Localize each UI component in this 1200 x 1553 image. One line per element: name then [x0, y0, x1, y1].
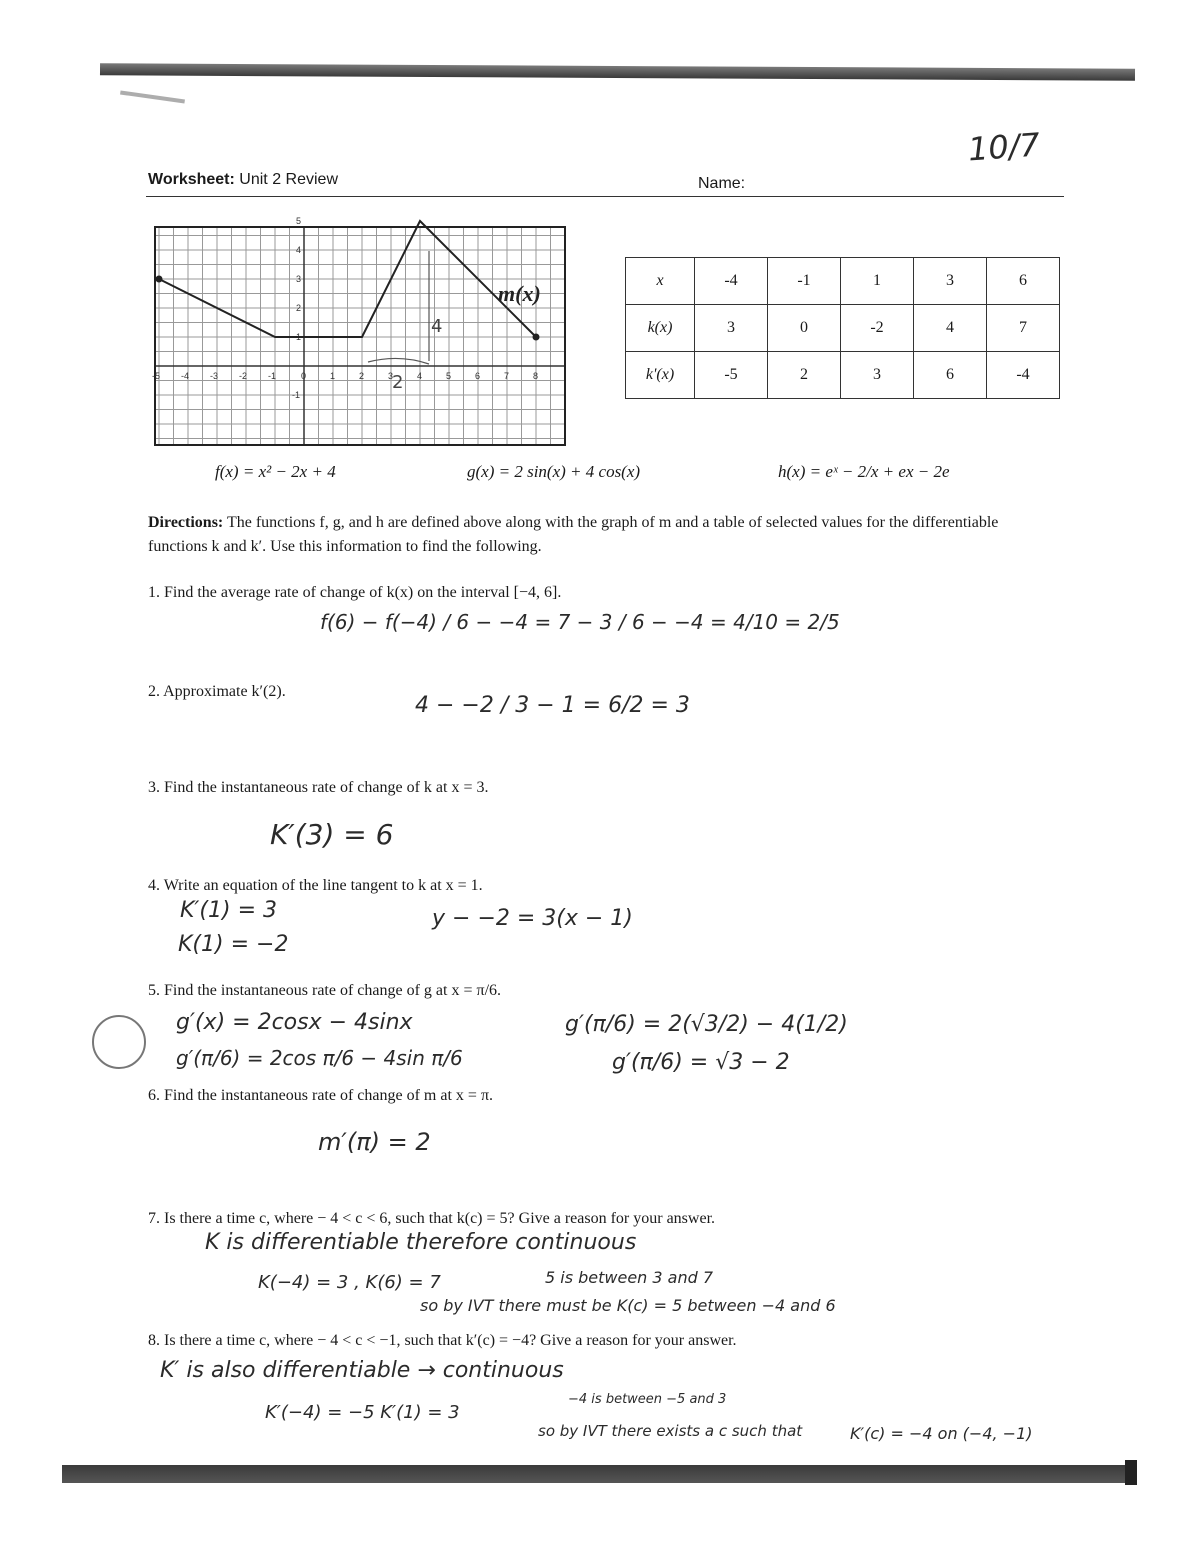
y-tick-label: 4	[296, 245, 302, 255]
table-cell: x	[626, 258, 695, 305]
answer-8-line-2: K′(−4) = −5 K′(1) = 3	[265, 1402, 460, 1423]
table-cell: -4	[695, 258, 768, 305]
answer-7-line-4: so by IVT there must be K(c) = 5 between −4 and 6	[420, 1296, 836, 1315]
scan-bottom-edge	[62, 1465, 1137, 1483]
answer-4-point: K(1) = −2	[178, 932, 289, 957]
table-cell: 1	[841, 258, 914, 305]
table-cell: -2	[841, 305, 914, 352]
rise-annotation: 4	[431, 316, 443, 337]
answer-8-line-5: K′(c) = −4 on (−4, −1)	[850, 1424, 1033, 1443]
table-cell: 2	[768, 352, 841, 399]
x-tick-label: 3	[388, 371, 394, 381]
table-row	[626, 305, 1060, 352]
name-label: Name:	[698, 175, 746, 192]
answer-5-substitution: g′(π/6) = 2cos π/6 − 4sin π/6	[176, 1046, 463, 1070]
directions-label: Directions:	[148, 514, 224, 531]
directions	[148, 511, 1048, 559]
answer-3: K′(3) = 6	[270, 818, 394, 851]
answer-5-derivative: g′(x) = 2cosx − 4sinx	[176, 1010, 413, 1035]
m-endpoint	[533, 334, 540, 341]
function-g: g(x) = 2 sin(x) + 4 cos(x)	[467, 462, 641, 481]
answer-8-line-3: −4 is between −5 and 3	[568, 1392, 727, 1407]
x-tick-label: -3	[210, 371, 219, 381]
x-tick-label: -1	[268, 371, 277, 381]
question-5: 5. Find the instantaneous rate of change of g at x = π/6.	[148, 982, 502, 999]
question-4: 4. Write an equation of the line tangent to k at x = 1.	[148, 877, 483, 894]
answer-2: 4 − −2 / 3 − 1 = 6/2 = 3	[415, 693, 690, 718]
run-annotation: 2	[392, 372, 404, 393]
function-f: f(x) = x² − 2x + 4	[215, 462, 336, 481]
table-cell: 6	[987, 258, 1060, 305]
answer-1: f(6) − f(−4) / 6 − −4 = 7 − 3 / 6 − −4 = 4/10 = 2/5	[320, 610, 840, 634]
answer-8-line-1: K′ is also differentiable → continuous	[160, 1358, 564, 1383]
answer-5-evaluation: g′(π/6) = 2(√3/2) − 4(1/2)	[565, 1012, 848, 1037]
table-cell: -4	[987, 352, 1060, 399]
y-tick-label: -1	[292, 390, 301, 400]
scan-top-edge	[100, 63, 1135, 80]
header-rule	[146, 196, 1064, 197]
x-tick-label: 8	[533, 371, 539, 381]
x-tick-label: -5	[152, 371, 161, 381]
question-8: 8. Is there a time c, where − 4 < c < −1, such that k′(c) = −4? Give a reason for your answer.	[148, 1332, 737, 1349]
answer-7-line-2: K(−4) = 3 , K(6) = 7	[258, 1272, 441, 1293]
table-cell: 6	[914, 352, 987, 399]
scan-smear	[120, 90, 185, 103]
table-cell: 3	[914, 258, 987, 305]
x-tick-label: 6	[475, 371, 481, 381]
graph-label: m(x)	[498, 281, 541, 306]
question-3: 3. Find the instantaneous rate of change of k at x = 3.	[148, 779, 489, 796]
question-2: 2. Approximate k′(2).	[148, 683, 286, 700]
x-tick-label: 5	[446, 371, 452, 381]
function-h: h(x) = eˣ − 2/x + ex − 2e	[778, 462, 950, 481]
table-cell: 7	[987, 305, 1060, 352]
k-table	[625, 257, 1060, 399]
handwritten-date: 10/7	[966, 125, 1042, 169]
y-tick-label: 3	[296, 274, 302, 284]
x-tick-label: -2	[239, 371, 248, 381]
y-tick-label: 5	[296, 216, 302, 226]
question-1: 1. Find the average rate of change of k(x) on the interval [−4, 6].	[148, 584, 562, 601]
x-tick-label: 7	[504, 371, 510, 381]
m-graph	[152, 216, 566, 446]
answer-8-line-4: so by IVT there exists a c such that	[538, 1422, 803, 1440]
table-cell: 0	[768, 305, 841, 352]
x-tick-label: -4	[181, 371, 190, 381]
table-cell: -5	[695, 352, 768, 399]
answer-5-result: g′(π/6) = √3 − 2	[612, 1050, 790, 1075]
table-cell: -1	[768, 258, 841, 305]
y-tick-label: 2	[296, 303, 302, 313]
table-cell: k(x)	[626, 305, 695, 352]
question-6: 6. Find the instantaneous rate of change of m at x = π.	[148, 1087, 494, 1104]
y-tick-label: 1	[296, 332, 302, 342]
answer-4-equation: y − −2 = 3(x − 1)	[432, 906, 633, 931]
x-tick-label: 1	[330, 371, 336, 381]
x-tick-label: 0	[301, 371, 307, 381]
answer-7-line-1: K is differentiable therefore continuous	[205, 1230, 637, 1255]
circled-plus-mark	[92, 1015, 146, 1069]
x-tick-label: 4	[417, 371, 423, 381]
directions-text: The functions f, g, and h are defined above along with the graph of m and a table of selected values for the differentiable functions k and k′. Use this information to find the following.	[148, 514, 999, 555]
m-endpoint	[156, 276, 163, 283]
answer-4-slope: K′(1) = 3	[180, 898, 278, 923]
answer-7-line-3: 5 is between 3 and 7	[545, 1268, 714, 1287]
table-cell: 3	[841, 352, 914, 399]
x-tick-label: 2	[359, 371, 365, 381]
table-cell: k'(x)	[626, 352, 695, 399]
scan-corner	[1125, 1460, 1137, 1485]
table-cell: 3	[695, 305, 768, 352]
table-header-row	[626, 258, 1060, 305]
table-row	[626, 352, 1060, 399]
worksheet-title: Worksheet: Unit 2 Review	[148, 171, 338, 188]
question-7: 7. Is there a time c, where − 4 < c < 6, such that k(c) = 5? Give a reason for your answer.	[148, 1210, 716, 1227]
worksheet-title-text: Unit 2 Review	[239, 171, 338, 188]
table-cell: 4	[914, 305, 987, 352]
answer-6: m′(π) = 2	[318, 1128, 431, 1156]
